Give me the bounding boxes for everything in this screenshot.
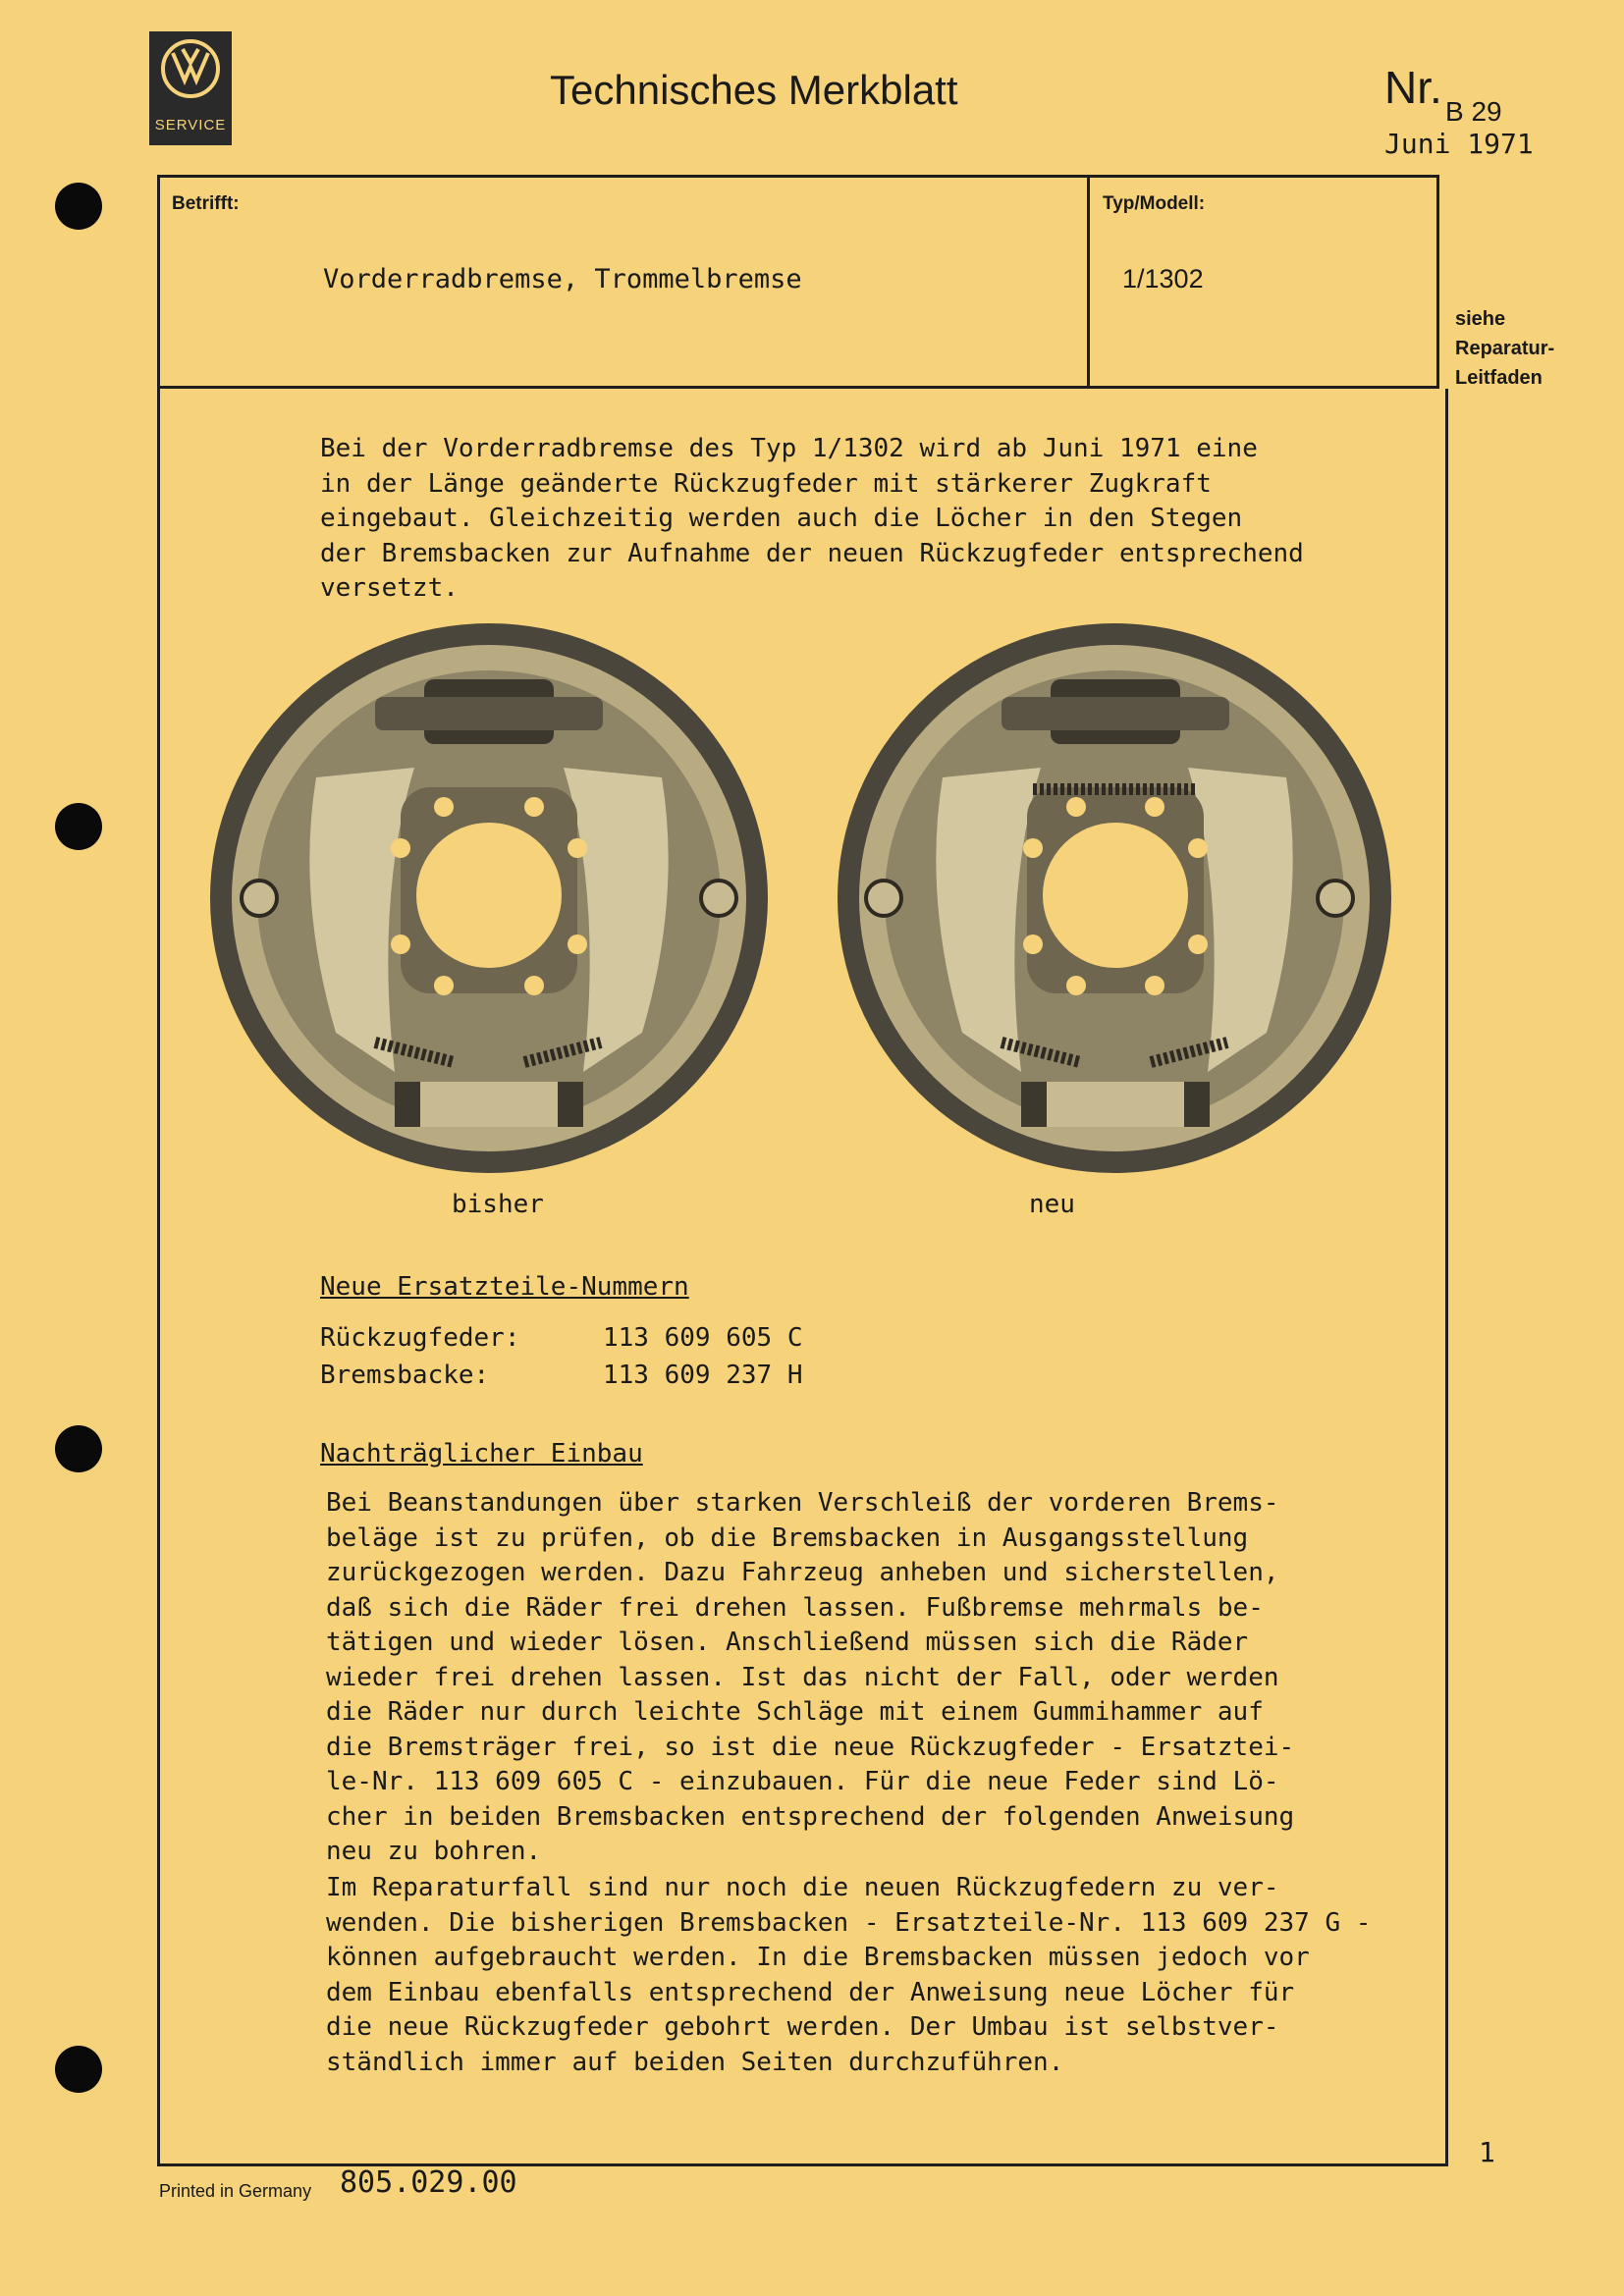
text-line: die Räder nur durch leichte Schläge mit einem Gummihammer auf: [326, 1697, 1264, 1727]
vw-service-logo: [149, 31, 232, 145]
table-row: [320, 1319, 803, 1357]
frame-line: [157, 389, 160, 2163]
nr-value: B 29: [1445, 96, 1502, 127]
brake-figure-new: [837, 620, 1392, 1176]
document-number: 805.029.00: [340, 2165, 517, 2200]
side-note: [1455, 304, 1554, 393]
text-line: die Bremsträger frei, so ist die neue Rückzugfeder - Ersatztei-: [326, 1732, 1295, 1762]
retrofit-paragraph-2: [326, 1871, 1371, 2080]
text-line: in der Länge geänderte Rückzugfeder mit stärkerer Zugkraft: [320, 468, 1212, 499]
frame-line: [1445, 389, 1448, 2163]
text-line: die neue Rückzugfeder gebohrt werden. Der Umbau ist selbstver-: [326, 2012, 1279, 2042]
text-line: wenden. Die bisherigen Bremsbacken - Ersatzteile-Nr. 113 609 237 G -: [326, 1907, 1372, 1938]
text-line: beläge ist zu prüfen, ob die Bremsbacken in Ausgangsstellung: [326, 1522, 1249, 1553]
text-line: der Bremsbacken zur Aufnahme der neuen Rückzugfeder entsprechend: [320, 538, 1304, 568]
text-line: versetzt.: [320, 573, 459, 603]
box-divider: [1087, 178, 1090, 386]
retrofit-heading: Nachträglicher Einbau: [320, 1439, 643, 1468]
text-line: eingebaut. Gleichzeitig werden auch die Löcher in den Stegen: [320, 504, 1243, 533]
text-line: dem Einbau ebenfalls entsprechend der Anweisung neue Löcher für: [326, 1977, 1295, 2007]
text-line: wieder frei drehen lassen. Ist das nicht der Fall, oder werden: [326, 1662, 1279, 1692]
side-note-line: Leitfaden: [1455, 367, 1543, 389]
page-number: 1: [1479, 2136, 1495, 2168]
punch-hole: [55, 1425, 102, 1472]
subject-box: [157, 175, 1439, 389]
punch-hole: [55, 803, 102, 850]
figure-caption-old: bisher: [452, 1190, 544, 1219]
text-line: daß sich die Räder frei drehen lassen. Fußbremse mehrmals be-: [326, 1592, 1264, 1623]
side-note-line: Reparatur-: [1455, 338, 1555, 359]
punch-hole: [55, 2046, 102, 2093]
table-row: [320, 1357, 803, 1394]
text-line: Im Reparaturfall sind nur noch die neuen Rückzugfedern zu ver-: [326, 1873, 1279, 1902]
figure-caption-new: neu: [1029, 1190, 1075, 1219]
logo-text: SERVICE: [154, 117, 227, 133]
parts-heading: Neue Ersatzteile-Nummern: [320, 1272, 689, 1302]
retrofit-paragraph-1: [326, 1486, 1294, 1870]
text-line: cher in beiden Bremsbacken entsprechend der folgenden Anweisung: [326, 1801, 1295, 1832]
model-text: 1/1302: [1122, 264, 1204, 294]
text-line: neu zu bohren.: [326, 1837, 542, 1866]
issue-date: Juni 1971: [1384, 128, 1534, 160]
text-line: le-Nr. 113 609 605 C - einzubauen. Für die neue Feder sind Lö-: [326, 1767, 1279, 1796]
punch-hole: [55, 183, 102, 230]
intro-paragraph: [320, 432, 1304, 607]
parts-table: [320, 1319, 803, 1394]
text-line: tätigen und wieder lösen. Anschließend müssen sich die Räder: [326, 1628, 1249, 1657]
text-line: Bei der Vorderradbremse des Typ 1/1302 wird ab Juni 1971 eine: [320, 434, 1258, 463]
model-label: Typ/Modell:: [1103, 193, 1206, 214]
text-line: zurückgezogen werden. Dazu Fahrzeug anheben und sicherstellen,: [326, 1558, 1279, 1587]
subject-text: Vorderradbremse, Trommelbremse: [323, 264, 802, 294]
printed-note: Printed in Germany: [159, 2181, 312, 2201]
text-line: Bei Beanstandungen über starken Verschleiß der vorderen Brems-: [326, 1488, 1279, 1518]
brake-figure-old: [208, 620, 770, 1176]
text-line: ständlich immer auf beiden Seiten durchzuführen.: [326, 2047, 1064, 2077]
part-number: 113 609 605 C: [603, 1323, 803, 1353]
text-line: können aufgebraucht werden. In die Bremsbacken müssen jedoch vor: [326, 1943, 1310, 1972]
subject-label: Betrifft:: [172, 193, 240, 214]
part-name: Bremsbacke:: [320, 1361, 490, 1390]
side-note-line: siehe: [1455, 308, 1506, 330]
nr-label: Nr.: [1384, 62, 1442, 113]
part-number: 113 609 237 H: [603, 1361, 803, 1390]
page-title: Technisches Merkblatt: [550, 67, 958, 113]
part-name: Rückzugfeder:: [320, 1323, 520, 1353]
vw-emblem-icon: [149, 31, 232, 110]
